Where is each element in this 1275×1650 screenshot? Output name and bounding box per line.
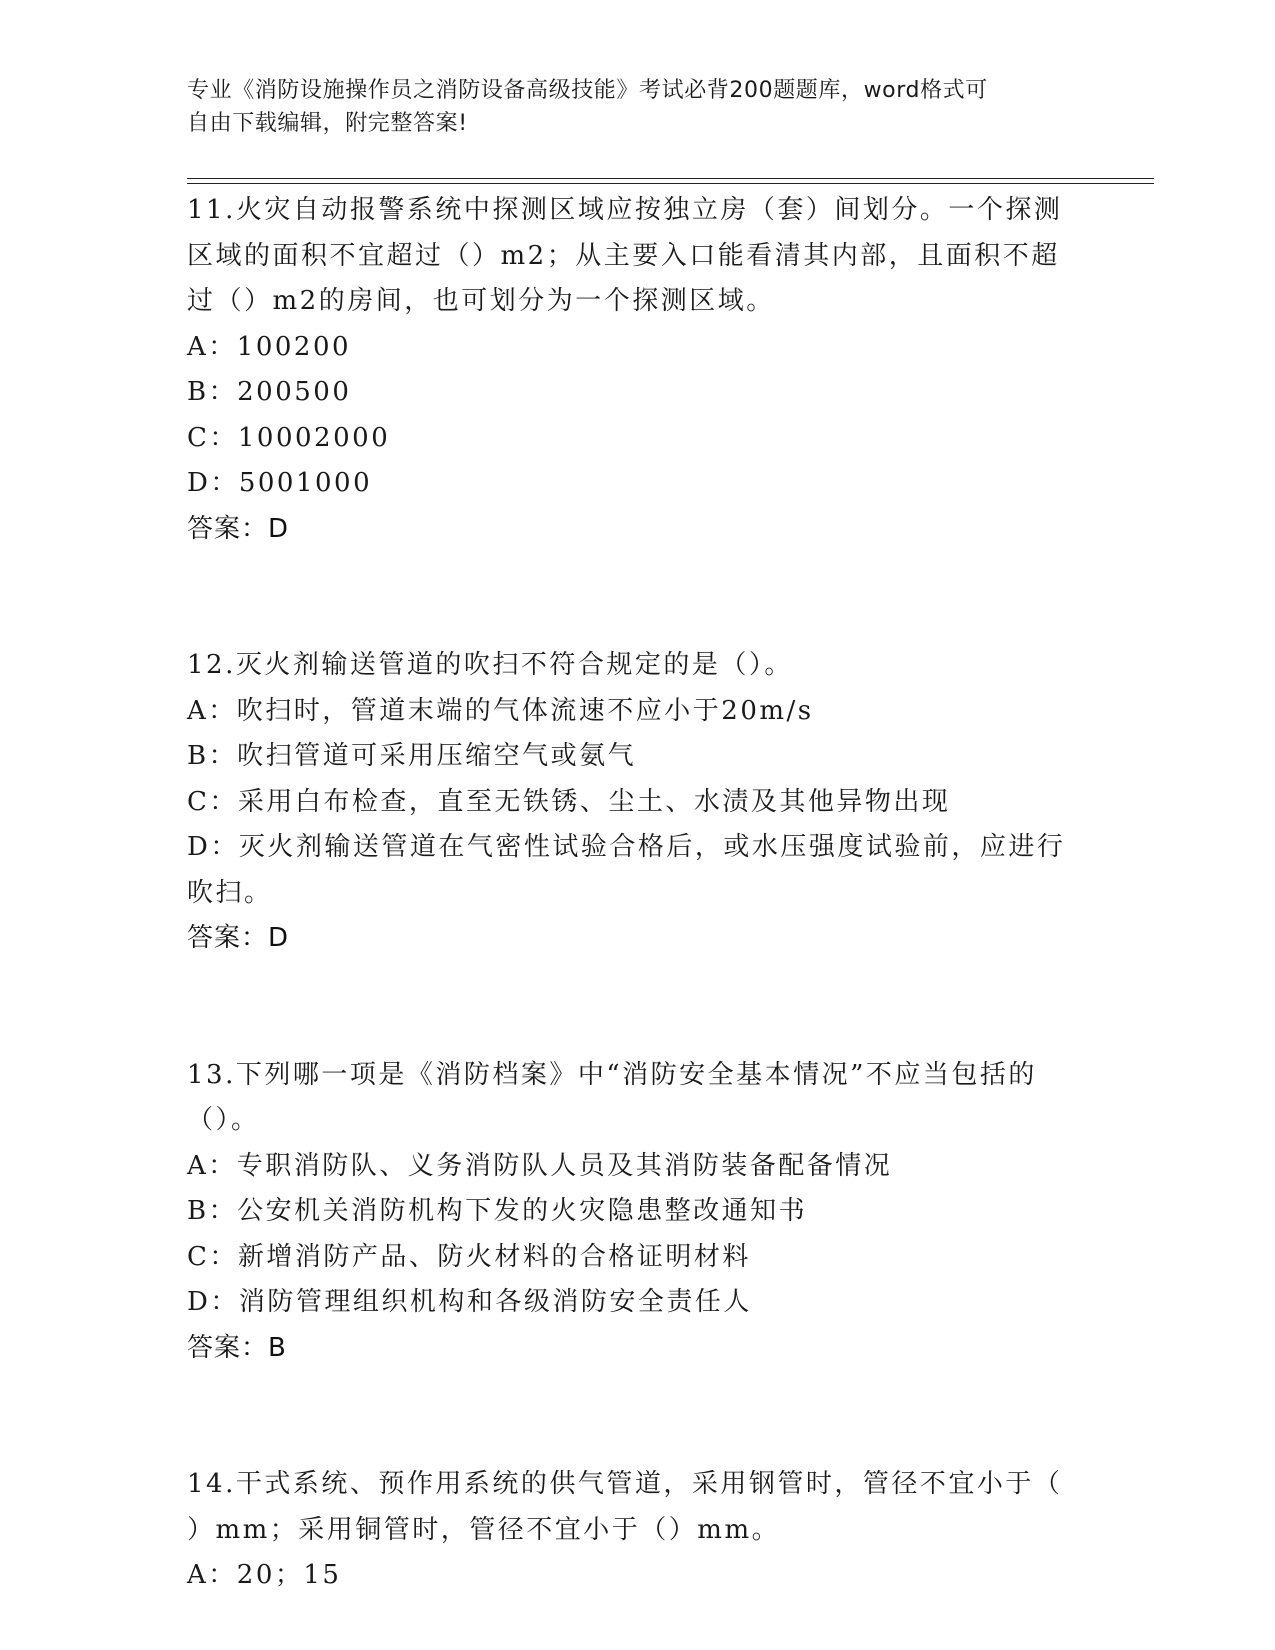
option-b: B：公安机关消防机构下发的火灾隐患整改通知书 — [187, 1196, 808, 1226]
question-13 — [187, 1053, 1087, 1372]
option-d: D：5001000 — [187, 468, 373, 498]
question-stem-line: 区域的面积不宜超过（）m2；从主要入口能看清其内部，且面积不超 — [187, 240, 1060, 271]
answer-line: 答案：B — [187, 1332, 287, 1363]
option-a: A：吹扫时，管道末端的气体流速不应小于20m/s — [187, 695, 814, 726]
option-d: D：消防管理组织机构和各级消防安全责任人 — [187, 1287, 752, 1317]
option-a: A：100200 — [187, 331, 352, 362]
answer-line: 答案：D — [187, 513, 290, 544]
option-b: B：200500 — [187, 377, 352, 407]
header-title-line-2: 自由下载编辑，附完整答案! — [187, 111, 468, 136]
question-stem-line: （）。 — [187, 1105, 260, 1135]
header-title-line-1: 专业《消防设施操作员之消防设备高级技能》考试必背200题题库，word格式可 — [187, 78, 988, 103]
question-14 — [187, 1462, 1087, 1599]
question-stem-line: 过（）m2的房间，也可划分为一个探测区域。 — [187, 286, 775, 316]
answer-line: 答案：D — [187, 923, 290, 953]
question-spacer — [187, 1371, 1087, 1462]
question-12 — [187, 643, 1087, 962]
header-divider-top — [187, 178, 1154, 179]
question-spacer — [187, 962, 1087, 1053]
option-b: B：吹扫管道可采用压缩空气或氨气 — [187, 741, 637, 771]
option-c: C：新增消防产品、防火材料的合格证明材料 — [187, 1241, 751, 1272]
option-d: D：灭火剂输送管道在气密性试验合格后，或水压强度试验前，应进行 — [187, 832, 1066, 862]
option-c: C：10002000 — [187, 422, 391, 453]
question-11 — [187, 188, 1087, 552]
header-divider-bottom — [187, 183, 1154, 184]
option-c: C：采用白布检查，直至无铁锈、尘土、水渍及其他异物出现 — [187, 786, 951, 817]
question-stem-line: 12.灭火剂输送管道的吹扫不符合规定的是（）。 — [187, 650, 793, 680]
question-stem-line: ）mm；采用铜管时，管径不宜小于（）mm。 — [187, 1514, 781, 1545]
question-spacer — [187, 552, 1087, 643]
option-a: A：20；15 — [187, 1560, 342, 1590]
question-stem-line: 13.下列哪一项是《消防档案》中“消防安全基本情况”不应当包括的 — [187, 1059, 1037, 1090]
option-d-continued: 吹扫。 — [187, 877, 273, 908]
option-a: A：专职消防队、义务消防队人员及其消防装备配备情况 — [187, 1150, 893, 1181]
question-list — [187, 188, 1087, 1599]
document-header — [187, 74, 1067, 140]
question-stem-line: 14.干式系统、预作用系统的供气管道，采用钢管时，管径不宜小于（ — [187, 1469, 1063, 1499]
question-stem-line: 11.火灾自动报警系统中探测区域应按独立房（套）间划分。一个探测 — [187, 195, 1063, 225]
